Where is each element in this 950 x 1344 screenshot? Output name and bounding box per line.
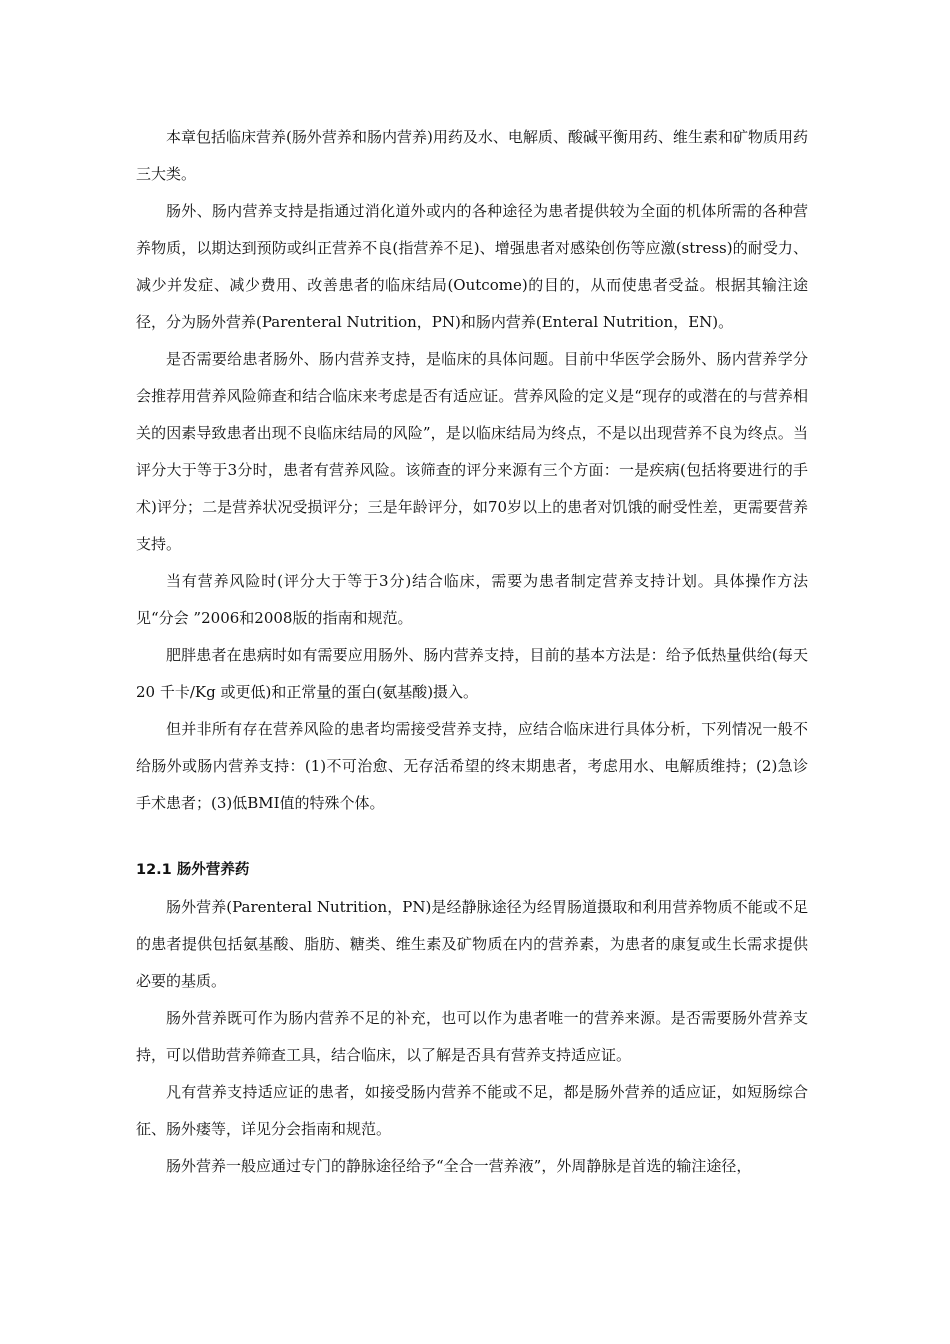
intro-paragraph-6: 但并非所有存在营养风险的患者均需接受营养支持，应结合临床进行具体分析，下列情况一般不给肠外或肠内营养支持：(1)不可治愈、无存活希望的终末期患者，考虑用水、电解质维持；(2)急诊手术患者；(3)低BMI值的特殊个体。 bbox=[136, 720, 808, 812]
section-spacer bbox=[136, 822, 808, 852]
section-paragraph-1: 肠外营养(Parenteral Nutrition，PN)是经静脉途径为经胃肠道摄取和利用营养物质不能或不足的患者提供包括氨基酸、脂肪、糖类、维生素及矿物质在内的营养素，为患者的康复或生长需求提供必要的基质。 bbox=[136, 898, 808, 990]
section-paragraph-2: 肠外营养既可作为肠内营养不足的补充，也可以作为患者唯一的营养来源。是否需要肠外营养支持，可以借助营养筛查工具，结合临床，以了解是否具有营养支持适应证。 bbox=[136, 1009, 808, 1064]
intro-paragraph-3: 是否需要给患者肠外、肠内营养支持，是临床的具体问题。目前中华医学会肠外、肠内营养学分会推荐用营养风险筛查和结合临床来考虑是否有适应证。营养风险的定义是“现存的或潜在的与营养相关的因素导致患者出现不良临床结局的风险”，是以临床结局为终点，不是以出现营养不良为终点。当评分大于等于3分时，患者有营养风险。该筛查的评分来源有三个方面：一是疾病(包括将要进行的手术)评分；二是营养状况受损评分；三是年龄评分，如70岁以上的患者对饥饿的耐受性差，更需要营养支持。 bbox=[136, 350, 808, 553]
intro-paragraph-1: 本章包括临床营养(肠外营养和肠内营养)用药及水、电解质、酸碱平衡用药、维生素和矿物质用药三大类。 bbox=[136, 128, 808, 183]
section-heading: 12.1 肠外营养药 bbox=[136, 862, 250, 878]
document-page bbox=[136, 119, 808, 1185]
intro-paragraph-4: 当有营养风险时(评分大于等于3分)结合临床，需要为患者制定营养支持计划。具体操作方法见“分会 ”2006和2008版的指南和规范。 bbox=[136, 572, 808, 627]
intro-paragraph-2: 肠外、肠内营养支持是指通过消化道外或内的各种途径为患者提供较为全面的机体所需的各种营养物质，以期达到预防或纠正营养不良(指营养不足)、增强患者对感染创伤等应激(stress)的耐受力、减少并发症、减少费用、改善患者的临床结局(Outcome)的目的，从而使患者受益。根据其输注途径，分为肠外营养(Parenteral Nutrition，PN)和肠内营养(Enteral Nutrition，EN)。 bbox=[136, 202, 808, 331]
intro-paragraph-5: 肥胖患者在患病时如有需要应用肠外、肠内营养支持，目前的基本方法是：给予低热量供给(每天 20 千卡/Kg 或更低)和正常量的蛋白(氨基酸)摄入。 bbox=[136, 646, 808, 701]
section-paragraph-3: 凡有营养支持适应证的患者，如接受肠内营养不能或不足，都是肠外营养的适应证，如短肠综合征、肠外瘘等，详见分会指南和规范。 bbox=[136, 1083, 808, 1138]
section-paragraph-4: 肠外营养一般应通过专门的静脉途径给予“全合一营养液”，外周静脉是首选的输注途径， bbox=[166, 1157, 752, 1175]
